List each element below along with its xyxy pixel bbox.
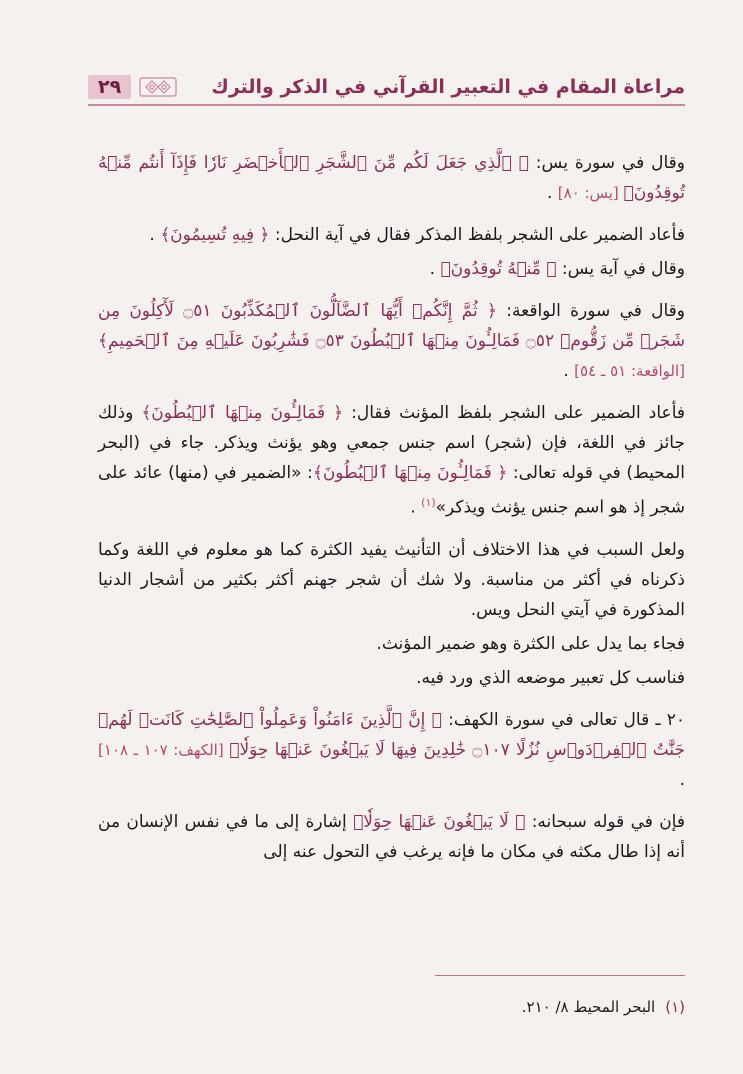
quran-verse: ﴿ مِّنۡهُ تُوقِدُونَ﴾ [440,259,557,279]
paragraph [98,220,685,250]
text-run: : «الضمير في (منها) عائد على شجر إذ هو اسم جنس يؤنث ويذكر» [98,463,685,518]
paragraph: فجاء بما يدل على الكثرة وهو ضمير المؤنث. [376,633,685,654]
paragraph [98,398,685,523]
verse-reference: [الكهف: ١٠٧ ـ ١٠٨] [98,740,230,759]
footnote-divider [435,975,685,976]
running-title: مراعاة المقام في التعبير القرآني في الذكر والترك [211,76,685,98]
quran-verse: ﴿ فِيهِ تُسِيمُونَ﴾ [160,225,270,245]
footnote [522,998,685,1016]
text-run: . [546,183,558,203]
page-number-group [88,75,179,99]
text-run: وقال في سورة يس: [528,153,685,173]
page-number: ٢٩ [88,75,131,99]
quran-verse: ﴿ ٱلَّذِي جَعَلَ لَكُم مِّنَ ٱلشَّجَرِ ٱلۡأَخۡضَرِ نَارٗا فَإِذَآ أَنتُم مِّنۡهُ تُوقِدُونَ﴾ [98,153,685,203]
text-run: فأعاد الضمير على الشجر بلفظ المؤنث فقال: [343,403,685,423]
footnote-text: البحر المحيط ٨/ ٢١٠. [521,998,656,1016]
paragraph: ولعل السبب في هذا الاختلاف أن التأنيث يفيد الكثرة كما هو معلوم في اللغة وكما ذكرناه في أكثر من مناسبة. ولا شك أن شجر جهنم أكثر بكثير من أشجار الدنيا المذكورة في آيتي النحل ويس. [98,539,685,620]
footnote-marker[interactable]: (١) [421,496,436,509]
paragraph [98,705,685,795]
main-text [98,148,685,879]
running-header [88,70,685,106]
text-run: . [149,225,161,245]
text-run: فأعاد الضمير على الشجر بلفظ المذكر فقال في آية النحل: [269,225,685,245]
paragraph [98,254,685,284]
paragraph [98,148,685,208]
quran-verse: ﴿ إِنَّ ٱلَّذِينَ ءَامَنُواْ وَعَمِلُواْ ٱلصَّٰلِحَٰتِ كَانَتۡ لَهُمۡ جَنَّٰتُ ٱلۡفِرۡدَوۡسِ نُزُلًا ۝١٠٧ خَٰلِدِينَ فِيهَا لَا يَبۡغُونَ عَنۡهَا حِوَلٗا﴾ [98,709,685,760]
text-run: وقال في سورة الواقعة: [497,301,686,321]
ornament-icon [137,75,179,99]
verse-reference: [الواقعة: ٥١ ـ ٥٤] [574,362,685,380]
text-run: وقال في آية يس: [556,259,685,279]
paragraph: فناسب كل تعبير موضعه الذي ورد فيه. [416,667,685,688]
footnote-number: (١) [665,998,685,1016]
text-run: ٢٠ ـ قال تعالى في سورة الكهف: [441,709,685,730]
quran-verse: ﴿ فَمَالِـُٔونَ مِنۡهَا ٱلۡبُطُونَ﴾ [312,463,508,483]
quran-verse: ﴿ لَا يَبۡغُونَ عَنۡهَا حِوَلٗا﴾ [353,811,526,832]
quran-verse: ﴿ ثُمَّ إِنَّكُمۡ أَيُّهَا ٱلضَّآلُّونَ ٱلۡمُكَذِّبُونَ ۝٥١ لَأٓكِلُونَ مِن شَجَرٖ مِّن زَقُّومٖ ۝٥٢ فَمَالِـُٔونَ مِنۡهَا ٱلۡبُطُونَ ۝٥٣ فَشَٰرِبُونَ عَلَيۡهِ مِنَ ٱلۡحَمِيمِ﴾ [98,301,685,351]
text-run: . [429,259,441,279]
paragraph [98,807,685,867]
text-run: . [679,769,685,790]
text-run: إشارة إلى ما في نفس الإنسان من أنه إذا طال مكثه في مكان ما فإنه يرغب في التحول عنه إلى [98,811,685,862]
text-run: وذلك جائز في اللغة، فإن (شجر) اسم جنس جمعي وهو يؤنث ويذكر. جاء في (البحر المحيط) في قوله تعالى: [98,403,685,483]
text-run: . [410,497,422,518]
text-run: فإن في قوله سبحانه: [525,811,685,832]
verse-reference: [يس: ٨٠] [557,184,624,202]
text-run: . [563,361,575,381]
quran-verse: ﴿ فَمَالِـُٔونَ مِنۡهَا ٱلۡبُطُونَ﴾ [141,403,344,423]
paragraph [98,296,685,386]
